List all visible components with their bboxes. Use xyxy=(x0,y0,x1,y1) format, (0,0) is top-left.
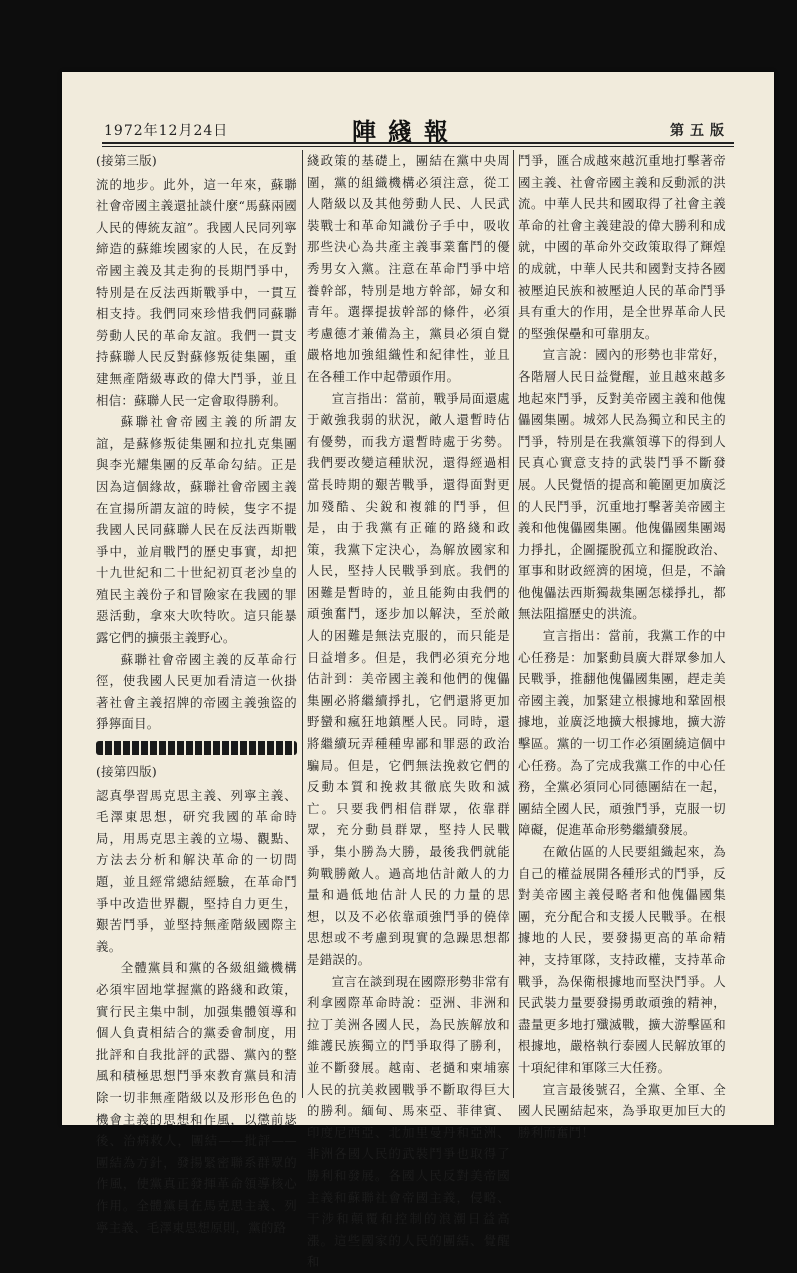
paragraph: 蘇聯社會帝國主義的反革命行徑，使我國人民更加看清這一伙掛著社會主義招牌的帝國主義強盜的猙獰面目。 xyxy=(96,651,297,732)
continuation-tag: (接第三版) xyxy=(96,153,158,168)
column-3 xyxy=(518,150,726,1143)
column-divider xyxy=(513,150,514,1098)
newspaper-page xyxy=(62,72,774,1270)
page-number: 第五版 xyxy=(670,123,730,139)
paragraph: 認真學習馬克思主義、列寧主義、毛澤東思想，研究我國的革命時局，用馬克思主義的立場、觀點、方法去分析和解決革命的一切問題，並且經常總結經驗，在革命鬥爭中改造世界觀，堅持自力更生，艱苦鬥爭，並堅持無產階級國際主義。 xyxy=(96,787,297,954)
paragraph: 蘇聯社會帝國主義的所謂友誼，是蘇修叛徒集團和拉扎克集團與李光耀集團的反革命勾結。正是因為這個緣故，蘇聯社會帝國主義在宣揚所謂友誼的時候，隻字不提我國人民同蘇聯人民在反法西斯戰爭中，並肩戰鬥的歷史事實，却把十九世紀和二十世紀初頁老沙皇的殖民主義份子和冒險家在我國的罪惡活動，拿來大吹特吹。這只能暴露它們的擴張主義野心。 xyxy=(96,414,297,646)
paragraph: 宣言最後號召，全黨、全軍、全國人民團結起來，為爭取更加巨大的勝利而奮鬥！ xyxy=(518,1081,726,1140)
paragraph: 宣言指出：當前，戰爭局面還處于敵強我弱的狀況，敵人還暫時佔有優勢，而我方還暫時處于劣勢。我們要改變這種狀況，還得經過相當長時期的艱苦戰爭，還得面對更加殘酷、尖銳和複雜的鬥爭，但是，由于我黨有正確的路綫和政策，我黨下定決心，為解放國家和人民，堅持人民戰爭到底。我們的困難是暫時的，並且能夠由我們的頑強奮鬥，逐步加以解決，至於敵人的困難是無法克服的，而只能是日益增多。但是，我們必須充分地估計到：美帝國主義和他們的傀儡集團必將繼續掙扎，它們還將更加野蠻和瘋狂地鎮壓人民。同時，還將繼續玩弄種種卑鄙和罪惡的政治騙局。但是，它們無法挽救它們的反動本質和挽救其徹底失敗和滅亡。只要我們相信群眾，依靠群眾，充分動員群眾，堅持人民戰爭，集小勝為大勝，最後我們就能夠戰勝敵人。過高地估計敵人的力量和過低地估計人民的力量的思想，以及不必依靠頑強鬥爭的僥倖思想或不考慮到現實的急躁思想都是錯誤的。 xyxy=(307,390,510,967)
column-1 xyxy=(96,150,297,1238)
paragraph: 綫政策的基礎上，團結在黨中央周圍，黨的組織機構必須注意，從工人階級以及其他勞動人民、人民武裝戰士和革命知識份子手中，吸收那些決心為共產主義事業奮鬥的優秀男女入黨。注意在革命鬥爭中培養幹部，特別是地方幹部，婦女和青年。選擇提拔幹部的條件，必須考慮德才兼備為主，黨員必須自覺嚴格地加強組織性和紀律性，並且在各種工作中起帶頭作用。 xyxy=(307,153,510,384)
paragraph: 在敵佔區的人民要組織起來，為自己的權益展開各種形式的鬥爭，反對美帝國主義侵略者和他傀儡國集團，充分配合和支援人民戰爭。在根據地的人民，要發揚更高的革命精神，支持軍隊，支持政權，支持革命戰爭，為保衛根據地而堅決鬥爭。人民武裝力量要發揚勇敢頑強的精神，盡量更多地打殲滅戰，擴大游擊區和根據地，嚴格執行泰國人民解放軍的十項紀律和軍隊三大任務。 xyxy=(518,844,726,1075)
column-2 xyxy=(307,150,510,1273)
paragraph: 宣言指出：當前，我黨工作的中心任務是：加緊動員廣大群眾參加人民戰爭，推翻他傀儡國集團，趕走美帝國主義，加緊建立根據地和鞏固根據地，並廣泛地擴大根據地，擴大游擊區。黨的一切工作必須圍繞這個中心任務。為了完成我黨工作的中心任務，全黨必須同心同德團結在一起，團結全國人民，頑強鬥爭，克服一切障礙，促進革命形勢繼續發展。 xyxy=(518,628,726,838)
ornament-divider xyxy=(96,741,297,755)
paragraph: 鬥爭，匯合成越來越沉重地打擊著帝國主義、社會帝國主義和反動派的洪流。中華人民共和國取得了社會主義革命的社會主義建設的偉大勝利和成就，中國的革命外交政策取得了輝煌的成就，中華人民共和國對支持各國被壓迫民族和被壓迫人民的革命鬥爭具有重大的作用，是全世界革命人民的堅強保壘和可靠朋友。 xyxy=(518,153,726,341)
paragraph: 流的地步。此外，這一年來，蘇聯社會帝國主義還扯談什麼“馬蘇兩國人民的傳統友誼”。我國人民同列寧締造的蘇維埃國家的人民，在反對帝國主義及其走狗的長期鬥爭中，特別是在反法西斯戰爭中，一貫互相支持。我們同來珍惜我們同蘇聯勞動人民的革命友誼。我們一貫支持蘇聯人民反對蘇修叛徒集團，重建無產階級專政的偉大鬥爭，並且相信：蘇聯人民一定會取得勝利。 xyxy=(96,176,297,408)
masthead-rule xyxy=(102,142,734,147)
newspaper-title: 陣綫報 xyxy=(352,117,460,146)
paragraph: 宣言在談到現在國際形勢非常有利拿國際革命時說：亞洲、非洲和拉丁美洲各國人民，為民族解放和維護民族獨立的鬥爭取得了勝利，並不斷發展。越南、老撾和柬埔寨人民的抗美救國戰爭不斷取得巨大的勝利。緬甸、馬來亞、菲律賓、印度尼西亞、北加里曼丹和亞洲、非洲各國人民的武裝鬥爭也取得了勝利和發展。各國人民反對美帝國主義和蘇聯社會帝國主義，侵略、干涉和顛覆和控制的浪潮日益高漲。這些國家的人民的團結、覺醒和 xyxy=(307,973,510,1270)
column-divider xyxy=(302,150,303,1098)
issue-date: 1972年12月24日 xyxy=(104,123,229,139)
paragraph: 全體黨員和黨的各級組織機構必須牢固地掌握黨的路綫和政策，實行民主集中制，加强集體領導和個人負責相結合的黨委會制度，用批評和自我批評的武器、黨內的整風和積極思想鬥爭來教育黨員和清除一切非無產階級以及形形色色的機會主義的思想和作風，以懲前毖後、治病救人，團結——批評——團結為方針，發揚緊密聯系群眾的作風，使黨真正發揮革命領導核心作用。全體黨員在馬克思主義、列寧主義、毛澤東思想原則，黨的路 xyxy=(96,960,297,1235)
paragraph: 宣言說：國內的形勢也非常好，各階層人民日益覺醒，並且越來越多地起來鬥爭，反對美帝國主義和他傀儡國集團。城郊人民為獨立和民主的鬥爭，特別是在我黨領導下的得到人民真心實意支持的武裝鬥爭不斷發展。人民覺悟的提高和範圍更加廣泛的人民鬥爭，沉重地打擊著美帝國主義和他傀儡國集團。他傀儡國集團竭力掙扎，企圖擺脫孤立和擺脫政治、軍事和財政經濟的困境，但是，不論他傀儡法西斯獨裁集團怎樣掙扎，都無法阻擋歷史的洪流。 xyxy=(518,347,726,622)
continuation-tag: (接第四版) xyxy=(96,764,158,780)
